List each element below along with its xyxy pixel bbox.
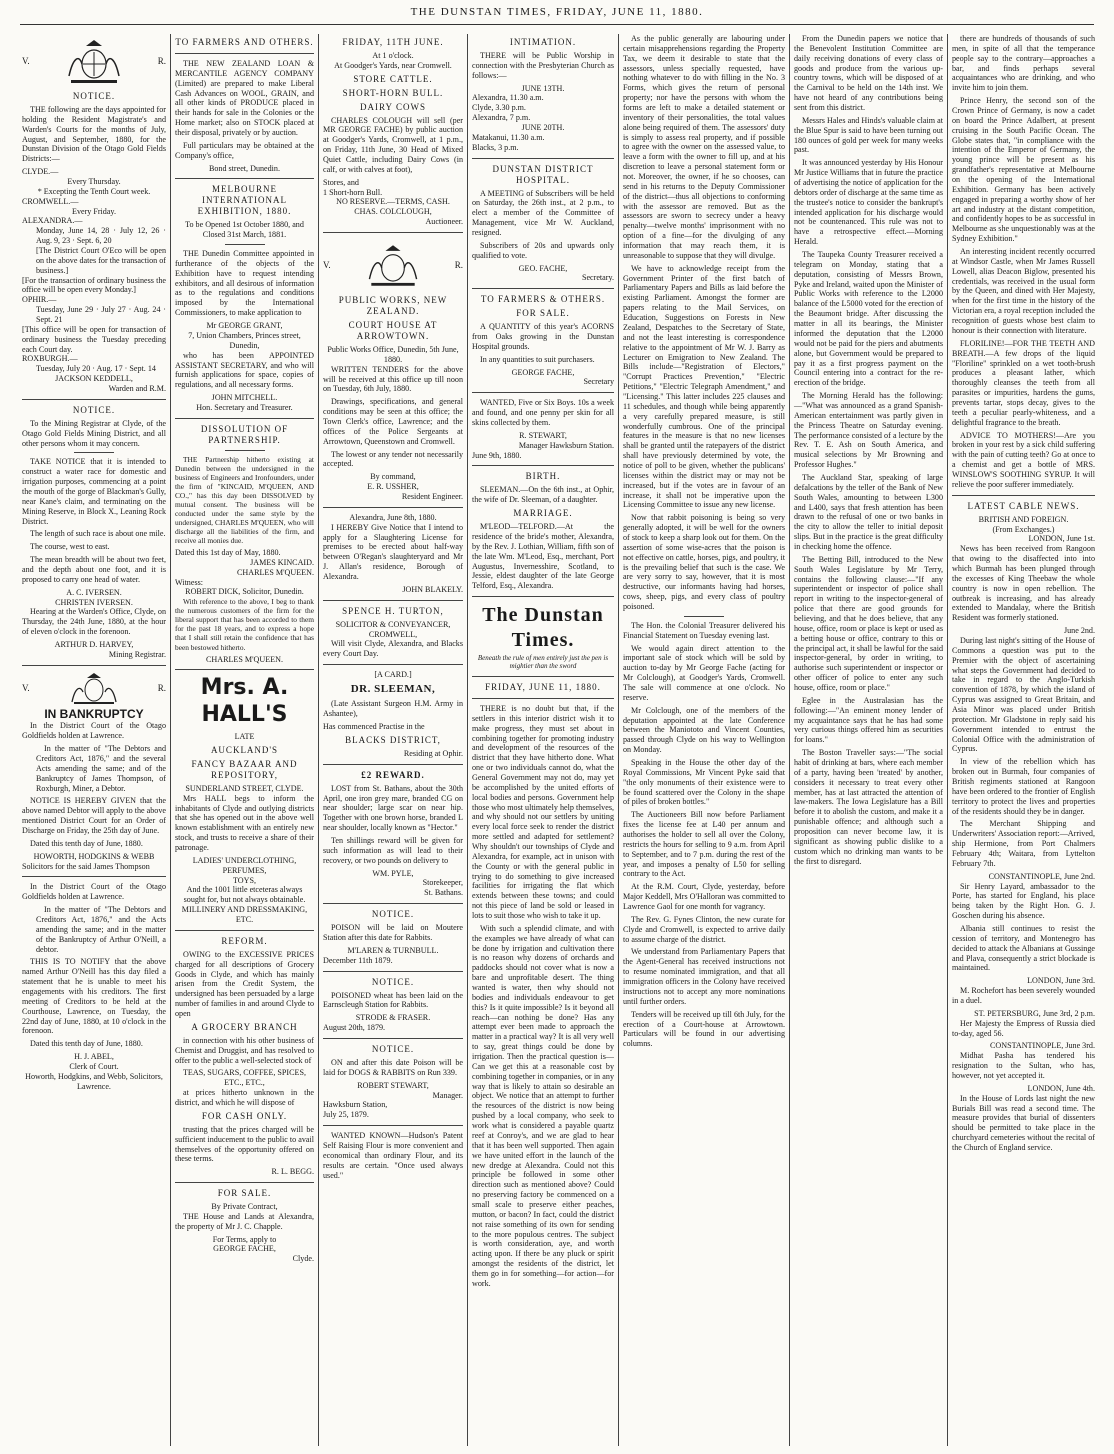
service-blacks: Blacks, 3 p.m. <box>472 142 519 152</box>
divider <box>22 665 166 666</box>
hospital-heading: DUNSTAN DISTRICT HOSPITAL. <box>492 163 594 185</box>
news-betting-bill: The Betting Bill, introduced to the New South Wales Legislature by Mr Terry, contains the following clause:—"If any superintendent or inspector of police shall report in writing to the inspector-general of police that there are good grounds for believing, and that he does believe, that any house, office, room or place is kept or used as a betting house or office, contrary to this or the principal act, it shall be lawful for the said inspector-general, by order in writing, to authorise such superintendent or inspector or other officer of police to enter any such house, office, room or place." <box>794 554 943 692</box>
notice-title: NOTICE. <box>72 91 116 101</box>
news-immigration: We understand from Parliamentary Papers that the Agent-General has received instructions not to resume nominated immigration, and that all immigration officers in the Colony have received instructions not to accept any more nominations until further orders. <box>623 947 785 1006</box>
fache-title: Secretary. <box>581 273 614 283</box>
news-colclough: Mr Colclough, one of the members of the deputation appointed at the late Conference between the Maniototo and Vincent Counties, passed through Clyde on his way to Wellington on Monday. <box>623 705 785 755</box>
hospital-body: A MEETING of Subscribers will be held on Saturday, the 26th inst., at 2 p.m., to elect a member of the Committee of Management, vice Mr W. Auckland, resigned. <box>472 188 614 237</box>
mitchell-name: JOHN MITCHELL. <box>211 393 278 403</box>
forsale-heading-2: FOR SALE. <box>516 308 570 319</box>
grocery-body: in connection with his other business of Chemist and Druggist, and has resolved to offer to the public a well-selected stock of <box>175 1035 314 1065</box>
notice-heading-1: NOTICE. <box>371 909 415 920</box>
divider <box>175 930 314 931</box>
race-breadth: The mean breadth will be about two feet, and the depth about one foot, and it is proposed to carry one head of water. <box>22 555 166 584</box>
race-length: The length of such race is about one mile. <box>30 529 166 539</box>
grant-body: who has been APPOINTED ASSISTANT SECRETARY, and who will furnish applications for space, copies of regulations, and all necessary forms. <box>175 350 314 390</box>
news-beaumont-bridge: The Taupeka County Treasurer received a telegram on Monday, stating that a deputation, consisting of Messrs Brown, Pyke and Ireland, waited upon the Minister of Public Works with reference to the L2000 balance of the L5000 voted for the erection of the Beaumont bridge. After discussing the matter in all its bearings, the Minister informed the deputation that the L2000 would not be paid for the piers and abutments alone, but Government would be prepared to pay it as a first progress payment on the Council entering into a contract for the re-erection of the bridge. <box>794 250 943 388</box>
blacks-district: BLACKS DISTRICT, <box>345 734 441 745</box>
farmers-heading: TO FARMERS AND OTHERS. <box>175 37 314 47</box>
mqueen-2: CHARLES M'QUEEN. <box>205 654 283 664</box>
news-property-tax: As the public generally are labouring under certain misapprehensions regarding the Property Tax, we deem it desirable to state that the assessors, unless specially requested, have nothing whatever to do with filling in the No. 3 Forms, which gives the return of personal property; nor have the persons with whom the forms are left to make a detailed statement or inventory of their personalities, the total values alone being required of them. The assessors' duty is simply to assess real property, and if possible to agree with the owner on the assessed value, to leave a form with the owner to fill up, and at his discretion to leave a personal statement form or not. Moreover, the owner, if he so chooses, can send in his returns to the Deputy Commissioner of the district—thus all objections to conforming with the assessor are removed. But as the assessors are sworn to secrecy under a heavy penalty—twelve months' imprisonment with no option of a fine—for the divulging of any information that may reach them, it is unreasonable to suppose that they will divulge. <box>623 34 785 260</box>
news-rm-court: At the R.M. Court, Clyde, yesterday, before Major Keddell, Mrs O'Halloran was committed to Lawrence Gaol for one month for vagrancy. <box>623 882 785 912</box>
turton-place: CROMWELL, <box>368 629 418 639</box>
reserve-label: NO RESERVE.—TERMS, CASH. <box>336 197 450 207</box>
crest-letter-v: V. <box>22 683 30 694</box>
divider <box>472 392 614 393</box>
cable-midhat: Midhat Pasha has tendered his resignation to the Sultan, who has, however, not yet accepted it. <box>952 1051 1095 1081</box>
hawksburn-date: July 25, 1879. <box>323 1110 369 1120</box>
public-works-heading: PUBLIC WORKS, NEW ZEALAND. <box>338 295 448 317</box>
june-13: JUNE 13TH. <box>521 83 565 93</box>
stores-label: Stores, and <box>323 177 359 187</box>
bankruptcy-heading: IN BANKRUPTCY <box>44 706 144 721</box>
sleeman-name: DR. SLEEMAN, <box>350 682 436 695</box>
divider <box>472 676 614 677</box>
divider <box>175 178 314 179</box>
news-prince-henry: Prince Henry, the second son of the Crown Prince of Germany, is now a cadet on board the Prince Adalbert, at present cruising in the South Pacific Ocean. The Globe states that, "in compliance with the intention of the Emperor of Germany, the young prince will be present as his grandfather's representative at Melbourne on the opening of the International Exhibition. Germany has been actively engaged in preparing a worthy show of her art and industry at the distant competition, and confidently hopes to be as successful in Melbourne as she unquestionably was at the Sydney Exhibition." <box>952 96 1095 244</box>
turton-title: SOLICITOR & CONVEYANCER, <box>335 619 451 629</box>
notice-body: THE following are the days appointed for holding the Resident Magistrate's and Warden's Courts for the months of July, August, and September, 1880, for the Dunstan Division of the Otago Gold Fields Districts:— <box>22 104 166 164</box>
courthouse-heading: COURT HOUSE AT ARROWTOWN. <box>348 319 438 341</box>
acorns-suit: In any quantities to suit purchasers. <box>480 354 595 364</box>
reform-body: OWING to the EXCESSIVE PRICES charged for all descriptions of Grocery Goods in Clyde, and which has mainly arisen from the Credit System, the undersigned has been persuaded by a large number of families in and around Clyde to open <box>175 949 314 1018</box>
royal-crest-2 <box>22 671 166 707</box>
office-note: [This office will be open for transaction of ordinary business the Tuesday preceding each Court day. <box>22 324 166 354</box>
cable-burmah: News has been received from Rangoon that owing to the disaffected into into which Burmah has been plunged through the excesses of King Theebaw the whole country is now in open rebellion. The outbreak is increasing, and has already extended to Mandalay, where the British Resident was formerly stationed. <box>952 544 1095 623</box>
nz-loan-body: THE NEW ZEALAND LOAN & MERCANTILE AGENCY COMPANY (Limited) are prepared to make Liberal Cash Advances on WOOL, GRAIN, and all other kinds of PRODUCE placed in their hands for sale in the Colonies or the Home market; also on STOCK placed at their disposal, privately or by auction. <box>175 58 314 137</box>
race-course: The course, west to east. <box>30 542 110 552</box>
mrs-hall-heading: Mrs. A. HALL'S <box>200 675 289 728</box>
cable-subheading: BRITISH AND FOREIGN. <box>978 514 1069 524</box>
short-divider <box>684 616 724 617</box>
cable-heading: LATEST CABLE NEWS. <box>967 500 1080 511</box>
cable-rangoon: In view of the rebellion which has broken out in Burmah, four companies of British regiments stationed at Rangoon have been ordered to the frontier of English territory to protect the lives and properties of the residents should they be in danger. <box>952 757 1095 816</box>
divider <box>323 507 463 508</box>
witness-label: Witness: <box>175 577 203 587</box>
terms-label: For Terms, apply to <box>212 1234 277 1244</box>
iversen-1: A. C. IVERSEN. <box>66 587 122 597</box>
bk2-matter: In the matter of "The Debtors and Creditors Act, 1876," and the Acts amending the same; and in the matter of the Bankruptcy of Arthur O'Neill, a debtor. <box>36 905 166 954</box>
alexandra-dates: Monday, June 14, 28 · July 12, 26 · Aug. 9, 23 · Sept. 6, 20 <box>36 226 166 246</box>
bk-matter: In the matter of "The Debtors and Creditors Act, 1876," and the several Acts amending the same; and of the Bankruptcy of James Thompson, of Roxburgh, Miner, a Debtor. <box>36 744 166 793</box>
wanted-known: WANTED KNOWN—Hudson's Patent Self Raising Flour is more convenient and economical than ordinary Flour, and its results are certain. "Once used always used." <box>323 1131 463 1180</box>
hearing: Hearing at the Warden's Office, Clyde, on Thursday, the 24th June, 1880, at the hour of eleven o'clock in the forenoon. <box>22 607 166 637</box>
fache-name: GEORGE FACHE, <box>213 1244 276 1254</box>
divider <box>472 465 614 466</box>
worship-body: THERE will be Public Worship in connection with the Presbyterian Church as follows:— <box>472 50 614 80</box>
news-windsor: An interesting incident recently occurred at Windsor Castle, when Mr James Russell Lowell, alias Deacon Biglow, presented his credentials, was received in the usual form by the Queen, and dined with Her Majesty, when for the first time in the history of the Victorian era, a royal reception included the recognition of guests whose best claim to honour is their connection with literature. <box>952 247 1095 335</box>
poison-notice-3: ON and after this date Poison will be laid for DOGS & RABBITS on Run 339. <box>323 1057 463 1077</box>
slaughter-notice: I HEREBY Give Notice that I intend to apply for a Slaughtering License for premises to be erected about half-way between O'Regan's slaughteryard and Mr J. Allan's residence, Borough of Alexandra. <box>323 522 463 581</box>
royal-crest <box>22 34 166 88</box>
divider <box>472 158 614 159</box>
perfumes-label: PERFUMES, <box>222 865 267 875</box>
bk-notice: NOTICE IS HEREBY GIVEN that the above named Debtor will apply to the above mentioned District Court for an Order of Discharge on Friday, the 25th day of June. <box>22 796 166 835</box>
divider <box>472 698 614 699</box>
crest-letter-r: R. <box>454 259 463 270</box>
ophir-label: OPHIR.— <box>22 295 57 305</box>
sleeman-body: Has commenced Practise in the <box>323 722 425 732</box>
fache-name: GEO. FACHE, <box>518 263 568 273</box>
divider <box>952 495 1095 496</box>
bull-label: 1 Short-horn Bull. <box>323 187 383 197</box>
harvey-name: ARTHUR D. HARVEY, <box>54 640 134 650</box>
news-money-lender: Eglee in the Australasian has the following:—"An eminent money lender of my acquaintance says that he has had some very curious things offered him as securities for loans." <box>794 695 943 745</box>
grant-address: 7, Union Chambers, Princes street, Dunedin, <box>188 330 301 350</box>
pyle-name: WM. PYLE, <box>372 868 414 878</box>
divider <box>323 903 463 904</box>
divider <box>175 418 314 419</box>
news-parliamentary-papers: We have to acknowledge receipt from the Government Printer of the first batch of Parliamentary Papers and Bills as laid before the existing Parliament. Amongst the former are papers relating to the Mail Services, on Education, Suggestions on Forests in New Zealand, Despatches to the Secretary of State, and not the least interesting is correspondence relative to the appointment of Mr W. J. Barry as Lecturer on Emigration to New Zealand. The Bills include—"Registration of Electors," "Corrupt Practices Prevention," "Electric Petitions," "Electric Telegraph Amendment," and "Licensing." This latter includes 225 clauses and 11 schedules, and though while being apparently a very carefully prepared measure, is still wonderfully cumbrous. One of the principal features in the measure is that no new licenses shall be granted until the ratepayers of the district shall have previously determined by vote, the notice of poll to be given, whether the publicans' licenses within the district may or may not be increased, but if the votes are in favour of an increase, it shall not be imperative upon the Licensing Committee to issue any new license. <box>623 263 785 510</box>
exhibition-dates: To be Opened 1st October 1880, and Closed 31st March, 1881. <box>185 220 304 240</box>
ordinary-note: [For the transaction of ordinary business the office will be open every Monday.] <box>22 275 166 295</box>
marriage-heading: MARRIAGE. <box>513 508 573 519</box>
store-cattle: STORE CATTLE. <box>353 73 433 84</box>
colclough-body: CHARLES COLOUGH will sell (per MR GEORGE FACHE) by public auction at Goodger's Yards, Cromwell, at 1 p.m., on Friday, 11th June, 30 Head of Mixed Quiet Cattle, including Dairy Cows (in calf, or with calves at foot), <box>323 115 463 174</box>
pyle-title: Storekeeper, <box>422 878 463 888</box>
sleeman-note: (Late Assistant Surgeon H.M. Army in Ashantee), <box>323 699 463 719</box>
begg-name: R. L. BEGG. <box>271 1167 314 1177</box>
marriage-body: M'LEOD—TELFORD.—At the residence of the bride's mother, Alexandra, by the Rev. J. Lothian, William, fifth son of the late Wm. M'Leod, Esq., merchant, Port Augustus, Invernesshire, Scotland, to Jessie, eldest daughter of the late George Telford, Esq., Alexandra. <box>472 522 614 591</box>
divider <box>175 669 314 670</box>
coat-of-arms-icon <box>59 36 129 86</box>
news-boston-traveller: The Boston Traveller says:—"The social habit of drinking at bars, where each member of a party, having been 'treated' by another, considers it necessary to treat every other member, has at last attracted the attention of law-makers. The Iowa Legislature has a Bill before it to abolish the custom, and make it a punishable offence; and although such a proposition can never become law, it is significant as showing public dislike to a custom which no drinking man wants to be the first to disregard. <box>794 748 943 866</box>
crest-letter-r: R. <box>157 55 166 66</box>
short-divider <box>74 452 114 453</box>
divider <box>175 1182 314 1183</box>
roxburgh-dates: Tuesday, July 20 · Aug. 17 · Sept. 14 <box>36 364 156 374</box>
ussher-name: E. R. USSHER, <box>367 482 419 492</box>
cable-empress: Her Majesty the Empress of Russia died to-day, aged 56. <box>952 1018 1095 1038</box>
intimation-heading: INTIMATION. <box>509 37 577 47</box>
dateline-st-petersburg: ST. PETERSBURG, June 3rd, 2 p.m. <box>974 1008 1095 1018</box>
grant-name: Mr GEORGE GRANT, <box>206 321 283 331</box>
bk2-court: In the District Court of the Otago Goldfields holden at Lawrence. <box>22 882 166 902</box>
forsale-heading: FOR SALE. <box>217 1188 272 1199</box>
news-morning-herald: The Morning Herald has the following:—"What was announced as a grand Spanish-American entertainment was partly given in the Princess Theatre on Saturday evening. The performance consisted of a lecture by the Rev. T. E. Ash on South America, and musical selections by Mr Browning and Professor Hughes." <box>794 391 943 470</box>
column-6 <box>789 34 947 1446</box>
dissolution-body: THE Partnership hitherto existing at Dunedin between the undersigned in the business of Engineers and Ironfounders, under the firm of "KINCAID, M'QUEEN, AND CO.," has this day been DISSOLVED by mutual consent. The business will be conducted under the same style by the undersigned, CHARLES M'QUEEN, who will discharge all the liabilities of the firm, and receive all monies due. <box>175 454 314 546</box>
turton-visit: Will visit Clyde, Alexandra, and Blacks every Court Day. <box>323 639 463 659</box>
sale-time: At 1 o'clock. <box>372 50 414 60</box>
turton-name: SPENCE H. TURTON, <box>342 605 444 616</box>
coat-of-arms-icon <box>64 672 124 706</box>
leader-2: With such a splendid climate, and with the examples we have already of what can be done by irrigation and cultivation there is no reason why dozens of orchards and paddocks should not cover what is now a bare and unprofitable desert. The thing wanted is water, then why should not bodies and individuals endeavour to get this? Is it quite impossible? Is it beyond all reach—can nothing be done? Has any attempt ever been made to approach the matter in a practical way? It is all very well to say, great things could be done by irrigation. Then the practical question is—Can we get this at a reasonable cost by combining together in companies, or in any way that is likely to attain so desirable an object. We notice that an attempt to further the resources of the district is now being pushed by a local company, who seek to work what is considered a payable quartz reef at Conroy's, and we are glad to hear that it has been well supported. Then again we have united effort in the launch of the new dredge at Alexandra. Could not this principle be followed in some other direction such as mentioned above? Could no preserving factory be commenced on a small scale to preserve either peaches, mutton, or bacon? In fact, could the district not raise something of its own for sending to the more populous centres. The subject is worth consideration, aye, and worth acting upon. If there be any pluck or spirit amongst the residents of the district, let them go in for something—for action—for work. <box>472 923 614 1288</box>
bazaar-label: FANCY BAZAAR AND REPOSITORY, <box>191 758 298 780</box>
rstewart-title: Manager Hawksburn Station. <box>518 440 614 450</box>
fache-place: Clyde. <box>292 1254 314 1264</box>
crest-letter-v: V. <box>22 55 30 66</box>
reward-heading: £2 REWARD. <box>361 769 425 780</box>
roxburgh-label: ROXBURGH.— <box>22 354 78 364</box>
reform-heading: REFORM. <box>221 935 268 946</box>
dateline-constantinople-1: CONSTANTINOPLE, June 2nd. <box>988 871 1095 881</box>
shorthorn-bull: SHORT-HORN BULL. <box>342 87 444 98</box>
district-note: [The District Court O'Eco will be open on the above dates for the transaction of business.] <box>36 246 166 275</box>
strode-date: August 20th, 1879. <box>323 1023 386 1033</box>
cash-heading: FOR CASH ONLY. <box>201 1110 288 1121</box>
column-4 <box>467 34 618 1446</box>
private-contract: By Private Contract, <box>211 1202 278 1212</box>
divider <box>22 876 166 877</box>
news-blue-spur: Messrs Hales and Hinds's valuable claim at the Blue Spur is said to have been turning out 180 ounces of gold per week for many weeks past. <box>794 115 943 155</box>
ophir-dates: Tuesday, June 29 · July 27 · Aug. 24 · Sept. 21 <box>36 305 166 325</box>
ladies-label: LADIES' UNDERCLOTHING, <box>192 855 297 865</box>
abel-name: H. J. ABEL, <box>74 1052 114 1062</box>
cable-source: (From Exchanges.) <box>992 524 1055 534</box>
gfache-title: Secretary <box>583 377 614 387</box>
harvey-title: Mining Registrar. <box>108 649 166 659</box>
etceteras: And the 1001 little etceteras always sought for, but not always obtainable. <box>183 885 306 905</box>
bk-solicitors-2: Solicitors for the said James Thompson <box>22 861 150 871</box>
cromwell-label: CROMWELL.— <box>22 196 79 206</box>
late-label: LATE <box>234 732 255 742</box>
divider <box>323 1125 463 1126</box>
notice-heading-3: NOTICE. <box>371 1044 415 1054</box>
crest-letter-r: R. <box>157 683 166 694</box>
divider <box>472 596 614 597</box>
issue-date: FRIDAY, JUNE 11, 1880. <box>485 682 601 692</box>
news-stock-sale: We would again direct attention to the important sale of stock which will be sold by auction to-day by Mr George Fache (acting for Mr Colclough), at Goodger's Yards, Cromwell. The sale will commence at one o'clock. No reserve. <box>623 643 785 702</box>
sale-yards: At Goodger's Yards, near Cromwell. <box>334 60 452 70</box>
grocery-heading: A GROCERY BRANCH <box>191 1021 298 1032</box>
turnbull-name: M'LAREN & TURNBULL. <box>347 945 439 955</box>
ussher-title: Resident Engineer. <box>401 491 463 501</box>
signer-title: Warden and R.M. <box>108 384 166 394</box>
service-matakanui: Matakanui, 11.30 a.m. <box>472 132 545 142</box>
column-1 <box>18 34 170 1446</box>
short-divider <box>225 450 265 451</box>
colclough-name: CHAS. COLCLOUGH, <box>354 207 432 217</box>
teas-label: TEAS, SUGARS, COFFEE, SPICES, ETC., ETC., <box>182 1068 306 1088</box>
cash-body: trusting that the prices charged will be sufficient inducement to the public to avail themselves of the opportunity offered on these terms. <box>175 1124 314 1164</box>
house-body: THE House and Lands at Alexandra, the property of Mr J. C. Chapple. <box>175 1211 314 1231</box>
column-7 <box>947 34 1099 1446</box>
bk-dated: Dated this tenth day of June, 1880. <box>30 838 143 848</box>
reward-body: Ten shillings reward will be given for such information as will lead to their recovery, or two pounds on delivery to <box>323 836 463 865</box>
poison-notice-2: POISONED wheat has been laid on the Earnscleugh Station for Rabbits. <box>323 990 463 1010</box>
masthead <box>0 0 1114 24</box>
clyde-label: CLYDE.— <box>22 167 59 177</box>
cable-burials-bill: In the House of Lords last night the new Burials Bill was read a second time. The measure provides that burial of dissenters should be permitted to take place in the churchyard cemeteries without the recital of the Church of England service. <box>952 1093 1095 1153</box>
column-5 <box>618 34 789 1446</box>
crest-letter-v: V. <box>323 259 331 270</box>
turnbull-date: December 11th 1879. <box>323 955 393 965</box>
service-clyde: Clyde, 3.30 p.m. <box>472 103 526 113</box>
signer-name: JACKSON KEDDELL, <box>55 374 133 384</box>
mqueen: CHARLES M'QUEEN. <box>236 567 314 577</box>
rstewart-date: June 9th, 1880. <box>472 450 522 460</box>
news-temperance: there are hundreds of thousands of such men, in spite of all that the temperance people say to the contrary—approaches a bar, and finds perhaps several acquaintances who are drinking, and who invite him to join them. <box>952 34 1095 93</box>
news-benevolent: From the Dunedin papers we notice that the Benevolent Institution Committee are daily receiving donations of every class of goods and produce from the various up-country towns, which will be disposed of at the Carnival to be held on the 14th inst. We have not heard of any contributions being sent from this district. <box>794 34 943 113</box>
dairy-cows: DAIRY COWS <box>360 101 426 112</box>
bk2-dated: Dated this tenth day of June, 1880. <box>30 1039 143 1049</box>
tender-body: WRITTEN TENDERS for the above will be received at this office up till noon on Tuesday, 6th July, 1880. <box>323 364 463 394</box>
lost-body: LOST from St. Bathans, about the 30th April, one iron grey mare, branded CG on near shoulder; large scar on near hip. Together with one brown horse, branded L near shoulder, locally known as "Hector." <box>323 783 463 833</box>
auctioneer-title: Auctioneer. <box>425 217 463 227</box>
auckland-label: AUCKLAND'S <box>210 744 279 755</box>
ad-advice-mothers: ADVICE TO MOTHERS!—Are you broken in your rest by a sick child suffering with the pain of cutting teeth? Go at once to a chemist and get a bottle of MRS. WINSLOW'S SOOTHING SYRUP. It will relieve the poor sufferer immediately. <box>952 430 1095 489</box>
mitchell-title: Hon. Secretary and Treasurer. <box>196 402 293 412</box>
coat-of-arms-icon <box>360 241 426 289</box>
dateline-june-2: June 2nd. <box>1063 626 1095 636</box>
alexandra-label: ALEXANDRA.— <box>22 216 83 226</box>
bk-court: In the District Court of the Otago Goldfields holden at Lawrence. <box>22 721 166 741</box>
pw-office: Public Works Office, Dunedin, 5th June, 1880. <box>327 344 459 364</box>
divider <box>472 288 614 289</box>
prices-text: at prices hitherto unknown in the district, and which he will dispose of <box>175 1088 314 1107</box>
dissolution-heading: DISSOLUTION OF PARTNERSHIP. <box>200 423 289 445</box>
royal-crest-3 <box>323 238 463 292</box>
divider <box>323 1038 463 1039</box>
divider <box>175 53 314 54</box>
paper-motto: Beneath the rule of men entirely just the pen is mightier than the sword <box>477 653 609 671</box>
notice2-body: To the Mining Registrar at Clyde, of the Otago Gold Fields Mining District, and all other persons whom it may concern. <box>22 418 166 448</box>
column-3 <box>318 34 467 1446</box>
sunderland-address: SUNDERLAND STREET, CLYDE. <box>185 783 304 793</box>
take-notice: TAKE NOTICE that it is intended to construct a water race for domestic and irrigation purposes, commencing at a point the mouth of the gorge of Blackman's Gully, near Kane's claim, and terminating on the Mining Reserve, in Block X., Leaning Rock District. <box>22 457 166 526</box>
news-auckland-star: The Auckland Star, speaking of large defalcations by the teller of the Bank of New South Wales, amounting to between L300 and L400, says that fresh attention has been drawn to the refusal of one or two banks in the city to allow the teller to initial deposit slips. But in the practice is the great difficulty in checking home the offence. <box>794 472 943 551</box>
by-command: By command, <box>370 472 416 482</box>
farmers-heading-2: TO FARMERS & OTHERS. <box>480 294 606 305</box>
acorns-body: A QUANTITY of this year's ACORNS from Oaks growing in the Dunstan Hospital grounds. <box>472 322 614 351</box>
rstewart-name: R. STEWART, <box>519 430 567 440</box>
masthead-rule <box>20 24 1094 25</box>
cable-layard: Sir Henry Layard, ambassador to the Porte, has started for England, his place being taken by the Right Hon. G. J. Goschen during his absence. <box>952 881 1095 921</box>
wanted-boys: WANTED, Five or Six Boys. 10s a week and found, and one penny per skin for all skins collected by them. <box>472 398 614 428</box>
pyle-place: St. Bathans. <box>424 888 463 898</box>
divider <box>323 664 463 665</box>
dateline-london-3: LONDON, June 3rd. <box>1027 976 1095 986</box>
poison-notice-1: POISON will be laid on Moutere Station after this date for Rabbits. <box>323 923 463 943</box>
column-2 <box>170 34 318 1446</box>
birth-heading: BIRTH. <box>525 471 561 482</box>
masthead-text: THE DUNSTAN TIMES, FRIDAY, JUNE 11, 1880. <box>410 6 704 18</box>
service-alexandra-2: Alexandra, 7 p.m. <box>472 113 531 123</box>
iversen-2: CHRISTEN IVERSEN. <box>55 597 133 607</box>
news-pyke: Speaking in the House the other day of the Royal Commissions, Mr Vincent Pyke said that "the only monuments of their existence were to be found scattered over the Colony in the shape of piles of broken bottles." <box>623 758 785 807</box>
dateline-london-1: LONDON, June 1st. <box>1028 534 1095 544</box>
short-divider <box>225 244 265 245</box>
leader-1: THERE is no doubt but that, if the settlers in this interior district wish it to make progress, they must set about in combining together for promoting industry and development of the resources of the district that they have hitherto done. What one or two individuals cannot do, what the General Government may not do, may yet be accomplished by the united efforts of local bodies and persons. Government help those who most ultimately help themselves, and why should not our settlers by uniting every local force seek to render the district more settled and adapted for settlement? Why shouldn't our townships of Clyde and Alexandra, for example, act in unison with the County or with the general public in trying to do something to give increased facilities for irrigating the flat which extends between these towns; and could not this piece of land be sold or leased in lots to suit those who wish to take it up. <box>472 703 614 921</box>
clyde-line-2: * Excepting the Tenth Court week. <box>37 186 151 196</box>
stewart-title: Manager. <box>432 1090 463 1100</box>
news-justice-williams: It was announced yesterday by His Honour Mr Justice Williams that in future the practice of advertising the notice of application for the debtors order of discharge at the same time as the trustee's notice to consider the bankrupt's intended application for his discharge would not be countenanced. This rule was not to have a retrospective effect.—Morning Herald. <box>794 158 943 247</box>
mqueen-note: With reference to the above, I beg to thank the numerous customers of the firm for the liberal support that has been accorded to them for the past 18 years, and to express a hope that I shall still retain the confidence that has been bestowed hitherto. <box>175 597 314 652</box>
howorth: Howorth, Hodgkins, and Webb, Solicitors, Lawrence. <box>25 1071 163 1091</box>
ad-floriline: FLORILINE!—FOR THE TEETH AND BREATH.—A few drops of the liquid "Floriline" sprinkled on a wet tooth-brush produces a pleasant lather, which thoroughly cleanses the teeth from all parasites or impurities, hardens the gums, prevents tartar, stops decay, gives to the teeth a peculiar pearly-whiteness, and a delightful fragrance to the breath. <box>952 338 1095 427</box>
divider <box>323 764 463 765</box>
nz-loan-address: Bond street, Dunedin. <box>208 163 281 173</box>
notice-heading-2: NOTICE. <box>371 976 415 987</box>
cromwell-line-1: Every Friday. <box>72 206 116 216</box>
bk-solicitors: HOWORTH, HODGKINS & WEBB <box>33 851 155 861</box>
exhibition-title: MELBOURNE INTERNATIONAL EXHIBITION, 1880. <box>197 184 292 217</box>
news-clinton: The Rev. G. Fynes Clinton, the new curate for Clyde and Cromwell, is expected to arrive daily to assume charge of the district. <box>623 914 785 944</box>
residing-ophir: Residing at Ophir. <box>403 748 463 758</box>
dissolution-dated: Dated this 1st day of May, 1880. <box>175 548 281 558</box>
hall-body: Mrs HALL begs to inform the inhabitants of Clyde and outlying districts that she has opened out in the above well known establishment with an entirely new stock, and trusts to receive a share of their patronage. <box>175 793 314 852</box>
news-rabbit-poisoning: Now that rabbit poisoning is being so very generally adopted, it will be well for the owners of stock to keep a sharp look out for them. On the assertion of some wise-acres that the poison is not effective on cattle, horses, pigs, and poultry, it is the prevailing belief that such is the case. We are very sorry to say, however, that it is most destructive, our informants having had horses, cows, sheep, pigs, and every class of poultry poisoned. <box>623 513 785 611</box>
dateline-london-4: LONDON, June 4th. <box>1027 1083 1095 1093</box>
cable-albania: Albania still continues to resist the cession of territory, and Montenegro has decided to attack the Albanians at Gussinge and Plava, consequently a strict blockade is maintained. <box>952 924 1095 973</box>
gfache-name: GEORGE FACHE, <box>511 367 575 377</box>
kincaid: JAMES KINCAID. <box>250 557 314 567</box>
divider <box>323 600 463 601</box>
news-tenders: Tenders will be received up till 6th July, for the erection of a Court-house at Arrowtown. Particulars will be found in our advertising columns. <box>623 1009 785 1049</box>
hawksburn-label: Hawksburn Station, <box>323 1100 388 1110</box>
cable-rochefort: M. Rochefort has been severely wounded in a duel. <box>952 986 1095 1006</box>
abel-title: Clerk of Court. <box>69 1062 119 1072</box>
exhibition-body: THE Dunedin Committee appointed in furtherance of the objects of the Exhibition have to request intending exhibitors, and all desirous of information as to the regulations and conditions imposed by the International Commissioners, to make application to <box>175 249 314 318</box>
bk2-notice: THIS IS TO NOTIFY that the above named Arthur O'Neill has this day filed a statement that he is unable to meet his engagements with his creditors. The first meeting of Creditors to be held at the Courthouse, Lawrence, on Tuesday, the 22nd day of June, 1880, at 10 o'clock in the forenoon. <box>22 957 166 1036</box>
birth-body: SLEEMAN.—On the 6th inst., at Ophir, the wife of Dr. Sleeman, of a daughter. <box>472 485 614 505</box>
divider <box>323 232 463 233</box>
blakely-name: JOHN BLAKELY. <box>402 584 463 594</box>
cable-commons: During last night's sitting of the House of Commons a question was put to the Premier with the object of ascertaining what steps the Government had decided to take in regard to the Anglo-Turkish convention of 1878, by which the island of Cyprus was assigned to Great Britain, and Asia Minor was placed under British protection. Mr Gladstone in reply said his Government intended to entrust the Colonial Office with the administration of Cyprus. <box>952 635 1095 754</box>
cable-shipping: The Merchant Shipping and Underwriters' Association report:—Arrived, ship Hermione, from Port Chalmers February 4th; Waitara, from Lyttelton February 7th. <box>952 819 1095 868</box>
nz-loan-body-2: Full particulars may be obtained at the Company's office, <box>175 140 314 160</box>
divider <box>22 399 166 400</box>
lowest-tender: The lowest or any tender not necessarily accepted. <box>323 449 463 469</box>
dateline-constantinople-2: CONSTANTINOPLE, June 3rd. <box>989 1041 1095 1051</box>
service-alexandra: Alexandra, 11.30 a.m. <box>472 93 544 103</box>
strode-name: STRODE & FRASER. <box>355 1013 431 1023</box>
witness-name: ROBERT DICK, Solicitor, Dunedin. <box>185 587 304 597</box>
sale-date: FRIDAY, 11TH JUNE. <box>342 37 444 47</box>
toys-label: TOYS, <box>232 875 256 885</box>
drawings-body: Drawings, specifications, and general conditions may be seen at this office; the Town Clerk's office, Lawrence; and the offices of the Police Sergeants at Arrowtown, Queenstown and Cromwell. <box>323 397 463 446</box>
news-treasurer: The Hon. the Colonial Treasurer delivered his Financial Statement on Tuesday evening last. <box>623 620 785 640</box>
millinery-label: MILLINERY AND DRESSMAKING, ETC. <box>181 905 308 924</box>
divider <box>323 971 463 972</box>
card-label: [A CARD.] <box>374 670 412 680</box>
june-20: JUNE 20TH. <box>521 122 565 132</box>
clyde-line-1: Every Thursday. <box>67 176 121 186</box>
paper-title: The Dunstan Times. <box>482 604 604 651</box>
alexandra-date: Alexandra, June 8th, 1880. <box>349 512 437 522</box>
subscribers: Subscribers of 20s and upwards only qualified to vote. <box>472 240 614 260</box>
stewart-name: ROBERT STEWART, <box>357 1080 429 1090</box>
notice2-title: NOTICE. <box>72 404 116 415</box>
news-auctioneers: The Auctioneers Bill now before Parliament fixes the license fee at L40 per annum and authorises the holder to sell all over the Colony, restricts the hours for selling to 9 a.m. from April to September, and to 7 p.m. during the rest of the year, and imposes a penalty of L50 for selling contrary to the Act. <box>623 810 785 879</box>
